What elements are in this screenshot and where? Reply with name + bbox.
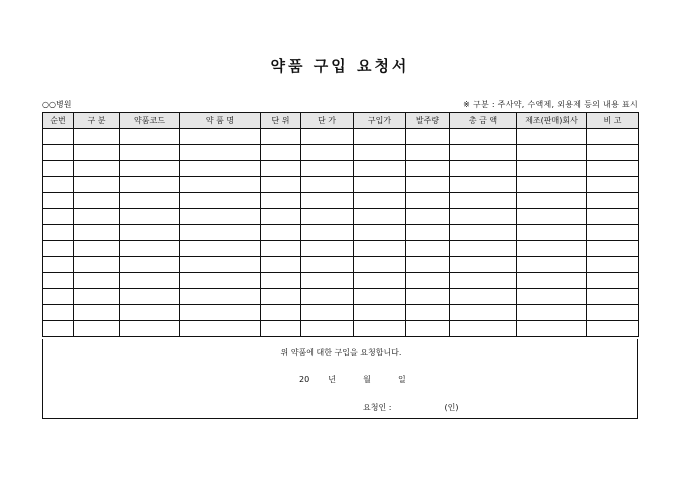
table-cell[interactable] — [587, 289, 639, 305]
table-cell[interactable] — [450, 241, 517, 257]
table-cell[interactable] — [517, 129, 587, 145]
table-cell[interactable] — [74, 257, 120, 273]
request-footer — [42, 339, 638, 419]
table-row — [43, 305, 639, 321]
table-cell[interactable] — [120, 257, 180, 273]
table-cell[interactable] — [74, 209, 120, 225]
column-header-order-qty: 발주량 — [406, 113, 450, 129]
date-month-label: 월 — [363, 375, 371, 384]
table-cell[interactable] — [43, 161, 74, 177]
table-cell[interactable] — [301, 209, 354, 225]
table-cell[interactable] — [74, 321, 120, 337]
table-cell[interactable] — [301, 321, 354, 337]
table-cell[interactable] — [120, 289, 180, 305]
table-cell[interactable] — [301, 161, 354, 177]
date-line — [299, 374, 406, 385]
table-cell[interactable] — [180, 305, 261, 321]
table-cell[interactable] — [587, 321, 639, 337]
table-cell[interactable] — [261, 305, 301, 321]
table-cell[interactable] — [354, 145, 406, 161]
column-header-unit: 단 위 — [261, 113, 301, 129]
table-cell[interactable] — [450, 161, 517, 177]
table-cell[interactable] — [301, 257, 354, 273]
table-cell[interactable] — [354, 161, 406, 177]
table-row — [43, 257, 639, 273]
table-cell[interactable] — [43, 209, 74, 225]
table-cell[interactable] — [354, 289, 406, 305]
table-row — [43, 241, 639, 257]
table-body — [43, 129, 639, 337]
table-cell[interactable] — [406, 145, 450, 161]
table-cell[interactable] — [301, 177, 354, 193]
table-cell[interactable] — [517, 241, 587, 257]
table-cell[interactable] — [354, 209, 406, 225]
table-cell[interactable] — [120, 145, 180, 161]
column-header-unit-price: 단 가 — [301, 113, 354, 129]
table-row — [43, 321, 639, 337]
table-cell[interactable] — [301, 241, 354, 257]
form-title: 약품 구입 요청서 — [270, 57, 410, 75]
table-cell[interactable] — [450, 193, 517, 209]
table-cell[interactable] — [450, 177, 517, 193]
table-row — [43, 209, 639, 225]
table-cell[interactable] — [261, 225, 301, 241]
table-cell[interactable] — [517, 145, 587, 161]
table-cell[interactable] — [261, 129, 301, 145]
table-cell[interactable] — [406, 273, 450, 289]
table-cell[interactable] — [354, 305, 406, 321]
table-cell[interactable] — [261, 241, 301, 257]
table-row — [43, 193, 639, 209]
table-cell[interactable] — [261, 161, 301, 177]
table-cell[interactable] — [587, 145, 639, 161]
date-year-label: 년 — [328, 375, 337, 384]
table-cell[interactable] — [261, 273, 301, 289]
table-cell[interactable] — [120, 321, 180, 337]
table-cell[interactable] — [406, 225, 450, 241]
table-cell[interactable] — [261, 209, 301, 225]
table-cell[interactable] — [180, 321, 261, 337]
table-cell[interactable] — [261, 177, 301, 193]
table-cell[interactable] — [450, 145, 517, 161]
column-header-purchase-price: 구입가 — [354, 113, 406, 129]
table-cell[interactable] — [354, 177, 406, 193]
table-cell[interactable] — [450, 289, 517, 305]
table-cell[interactable] — [180, 257, 261, 273]
table-cell[interactable] — [406, 177, 450, 193]
table-cell[interactable] — [587, 305, 639, 321]
table-row — [43, 273, 639, 289]
table-cell[interactable] — [587, 257, 639, 273]
table-cell[interactable] — [450, 305, 517, 321]
table-cell[interactable] — [406, 193, 450, 209]
table-cell[interactable] — [450, 129, 517, 145]
table-cell[interactable] — [74, 161, 120, 177]
table-cell[interactable] — [301, 129, 354, 145]
column-header-seq: 순번 — [43, 113, 74, 129]
table-cell[interactable] — [43, 273, 74, 289]
table-cell[interactable] — [43, 225, 74, 241]
table-row — [43, 289, 639, 305]
table-cell[interactable] — [354, 241, 406, 257]
table-cell[interactable] — [74, 289, 120, 305]
table-cell[interactable] — [74, 225, 120, 241]
table-cell[interactable] — [587, 193, 639, 209]
table-cell[interactable] — [120, 241, 180, 257]
table-cell[interactable] — [301, 193, 354, 209]
table-cell[interactable] — [261, 145, 301, 161]
table-cell[interactable] — [450, 273, 517, 289]
table-header-row — [43, 113, 639, 129]
date-year: 20 — [299, 375, 310, 384]
table-cell[interactable] — [180, 209, 261, 225]
table-cell[interactable] — [180, 241, 261, 257]
table-cell[interactable] — [74, 145, 120, 161]
column-header-total-amount: 총 금 액 — [450, 113, 517, 129]
column-header-category: 구 분 — [74, 113, 120, 129]
table-row — [43, 177, 639, 193]
table-cell[interactable] — [450, 225, 517, 241]
table-cell[interactable] — [406, 129, 450, 145]
table-cell[interactable] — [301, 289, 354, 305]
drug-request-table — [42, 112, 639, 337]
table-row — [43, 129, 639, 145]
table-cell[interactable] — [261, 321, 301, 337]
table-cell[interactable] — [74, 177, 120, 193]
table-cell[interactable] — [180, 145, 261, 161]
table-cell[interactable] — [406, 321, 450, 337]
table-cell[interactable] — [74, 305, 120, 321]
table-cell[interactable] — [43, 305, 74, 321]
table-cell[interactable] — [180, 289, 261, 305]
table-row — [43, 161, 639, 177]
table-row — [43, 145, 639, 161]
table-cell[interactable] — [180, 273, 261, 289]
table-cell[interactable] — [517, 321, 587, 337]
table-cell[interactable] — [261, 289, 301, 305]
column-header-manufacturer: 제조(판매)회사 — [517, 113, 587, 129]
table-cell[interactable] — [450, 257, 517, 273]
column-header-remarks: 비 고 — [587, 113, 639, 129]
table-cell[interactable] — [587, 225, 639, 241]
table-cell[interactable] — [120, 273, 180, 289]
table-cell[interactable] — [43, 241, 74, 257]
table-cell[interactable] — [517, 193, 587, 209]
table-cell[interactable] — [517, 161, 587, 177]
table-cell[interactable] — [74, 193, 120, 209]
table-cell[interactable] — [120, 305, 180, 321]
table-row — [43, 225, 639, 241]
table-cell[interactable] — [261, 257, 301, 273]
table-cell[interactable] — [354, 225, 406, 241]
table-cell[interactable] — [301, 273, 354, 289]
table-cell[interactable] — [43, 129, 74, 145]
hospital-name: ○○병원 — [42, 100, 72, 109]
table-cell[interactable] — [517, 289, 587, 305]
table-cell[interactable] — [587, 129, 639, 145]
table-cell[interactable] — [180, 177, 261, 193]
table-cell[interactable] — [120, 161, 180, 177]
table-cell[interactable] — [180, 193, 261, 209]
table-cell[interactable] — [517, 273, 587, 289]
table-cell[interactable] — [120, 209, 180, 225]
table-cell[interactable] — [74, 129, 120, 145]
table-cell[interactable] — [450, 209, 517, 225]
table-cell[interactable] — [406, 305, 450, 321]
table-cell[interactable] — [517, 209, 587, 225]
table-cell[interactable] — [354, 257, 406, 273]
table-cell[interactable] — [517, 305, 587, 321]
table-cell[interactable] — [43, 177, 74, 193]
table-cell[interactable] — [587, 241, 639, 257]
table-cell[interactable] — [301, 145, 354, 161]
column-header-drug-name: 약 품 명 — [180, 113, 261, 129]
table-cell[interactable] — [261, 193, 301, 209]
table-cell[interactable] — [354, 321, 406, 337]
table-cell[interactable] — [587, 273, 639, 289]
table-cell[interactable] — [301, 305, 354, 321]
table-cell[interactable] — [120, 193, 180, 209]
request-statement: 위 약품에 대한 구입을 요청합니다. — [280, 348, 402, 357]
table-cell[interactable] — [354, 193, 406, 209]
table-cell[interactable] — [43, 145, 74, 161]
table-cell[interactable] — [406, 209, 450, 225]
category-note: ※ 구분 : 주사약, 수액제, 외용제 등의 내용 표시 — [463, 100, 638, 109]
table-cell[interactable] — [120, 129, 180, 145]
table-cell[interactable] — [43, 257, 74, 273]
table-cell[interactable] — [517, 177, 587, 193]
date-day-label: 일 — [397, 375, 406, 384]
table-cell[interactable] — [74, 273, 120, 289]
signature-line — [363, 402, 459, 413]
requester-label: 요청인 : — [363, 403, 392, 412]
table-cell[interactable] — [43, 289, 74, 305]
table-cell[interactable] — [120, 225, 180, 241]
table-cell[interactable] — [406, 289, 450, 305]
table-cell[interactable] — [587, 209, 639, 225]
table-cell[interactable] — [587, 177, 639, 193]
table-cell[interactable] — [354, 273, 406, 289]
table-cell[interactable] — [180, 225, 261, 241]
seal-mark: (인) — [444, 403, 459, 412]
table-cell[interactable] — [406, 257, 450, 273]
table-cell[interactable] — [43, 321, 74, 337]
table-cell[interactable] — [180, 161, 261, 177]
table-cell[interactable] — [517, 225, 587, 241]
table-cell[interactable] — [406, 241, 450, 257]
column-header-drug-code: 약품코드 — [120, 113, 180, 129]
table-cell[interactable] — [301, 225, 354, 241]
table-cell[interactable] — [517, 257, 587, 273]
table-cell[interactable] — [587, 161, 639, 177]
table-cell[interactable] — [180, 129, 261, 145]
table-cell[interactable] — [120, 177, 180, 193]
table-cell[interactable] — [450, 321, 517, 337]
table-cell[interactable] — [354, 129, 406, 145]
table-cell[interactable] — [406, 161, 450, 177]
table-cell[interactable] — [74, 241, 120, 257]
table-cell[interactable] — [43, 193, 74, 209]
